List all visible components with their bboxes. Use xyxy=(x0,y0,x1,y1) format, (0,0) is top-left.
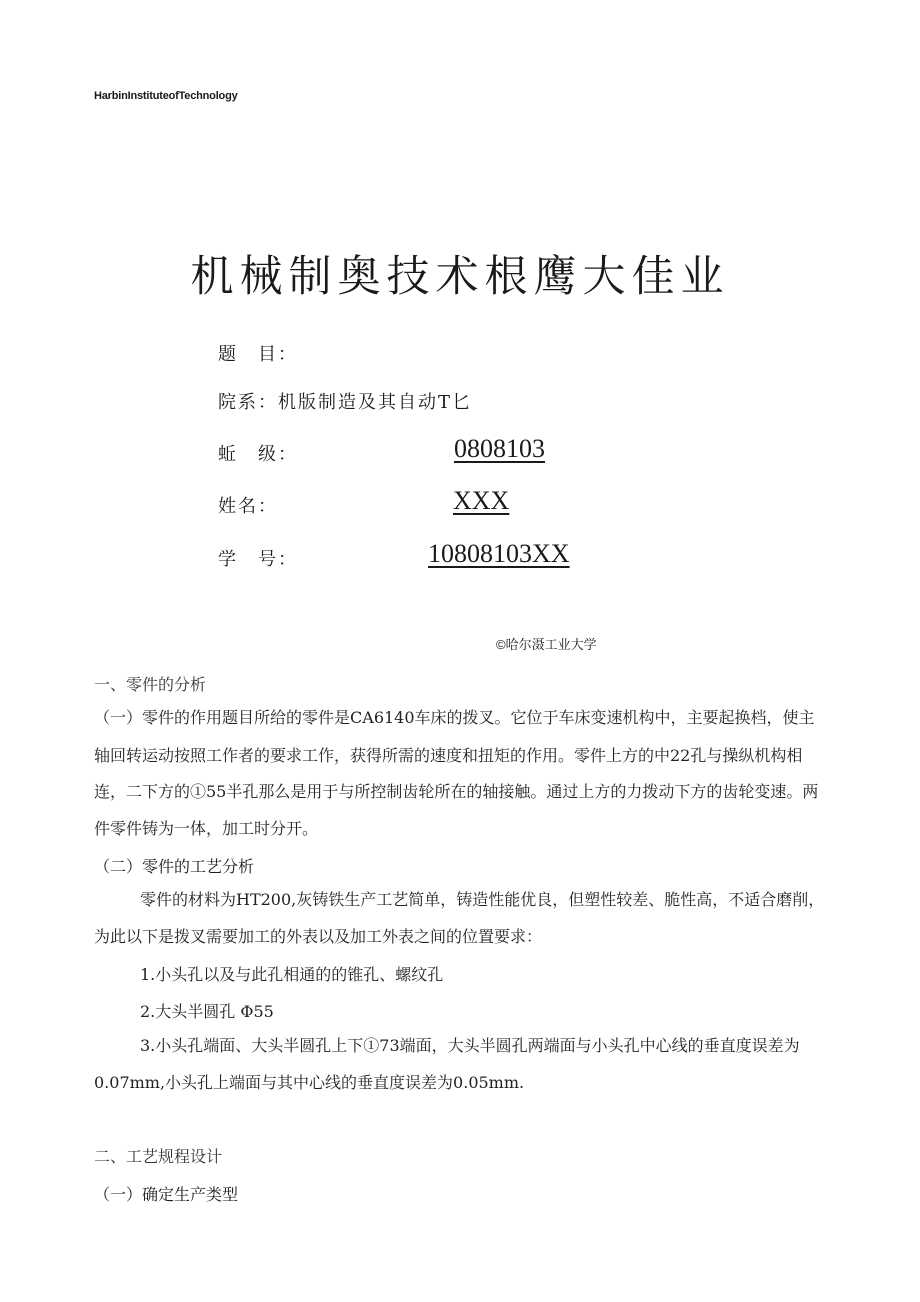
list-item-3-paragraph xyxy=(94,1028,828,1101)
section-1-1-paragraph xyxy=(94,700,828,847)
topic-label: 题 目： xyxy=(218,344,298,365)
section-1-2-heading: （二）零件的工艺分析 xyxy=(94,859,255,876)
section-2-title: 二、工艺规程设计 xyxy=(94,1147,223,1166)
list-item-1: 1.小头孔以及与此孔相通的的锥孔、螺纹孔 xyxy=(140,965,444,984)
id-value: 10808103XX xyxy=(428,539,570,568)
name-value: XXX xyxy=(453,486,510,515)
section-1-1-heading: （一）零件的作 xyxy=(94,710,207,727)
class-label: 蚯 级： xyxy=(218,444,298,465)
section-1-title: 一、零件的分析 xyxy=(94,675,207,694)
copyright: ©哈尔滠工业大学 xyxy=(496,637,597,652)
section-1-2-body: 零件的材料为HT200,灰铸铁生产工艺简单，铸造性能优良，但塑性较差、脆性高，不适合磨削，为此以下是拨叉需要加工的外表以及加工外表之间的位置要求： xyxy=(94,890,825,946)
list-item-2: 2.大头半圆孔 Φ55 xyxy=(140,1002,274,1021)
list-item-3: 3.小头孔端面、大头半圆孔上下①73端面，大头半圆孔两端面与小头孔中心线的垂直度误差为0.07mm,小头孔上端面与其中心线的垂直度误差为0.05mm. xyxy=(94,1036,800,1092)
name-label: 姓名： xyxy=(218,496,278,517)
dept-label: 院系：机版制造及其自动T匕 xyxy=(218,392,473,413)
id-label: 学 号： xyxy=(218,549,298,570)
page-title: 机械制奥技术根鹰大佳业 xyxy=(190,252,730,302)
section-1-1-body: 用题目所给的零件是CA6140车床的拨叉。它位于车床变速机构中，主要起换档，使主轴回转运动按照工作者的要求工作，获得所需的速度和扭矩的作用。零件上方的中22孔与操纵机构相连，二下方的①55半孔那么是用于与所控制齿轮所在的轴接触。通过上方的力拨动下方的齿轮变速。两件零件铸为一体，加工时分开。 xyxy=(94,708,819,838)
class-value: 0808103 xyxy=(454,434,545,463)
section-1-2-paragraph xyxy=(94,882,828,955)
header-org: HarbinInstituteofTechnology xyxy=(94,90,238,102)
section-2-1-heading: （一）确定生产类型 xyxy=(94,1187,239,1204)
